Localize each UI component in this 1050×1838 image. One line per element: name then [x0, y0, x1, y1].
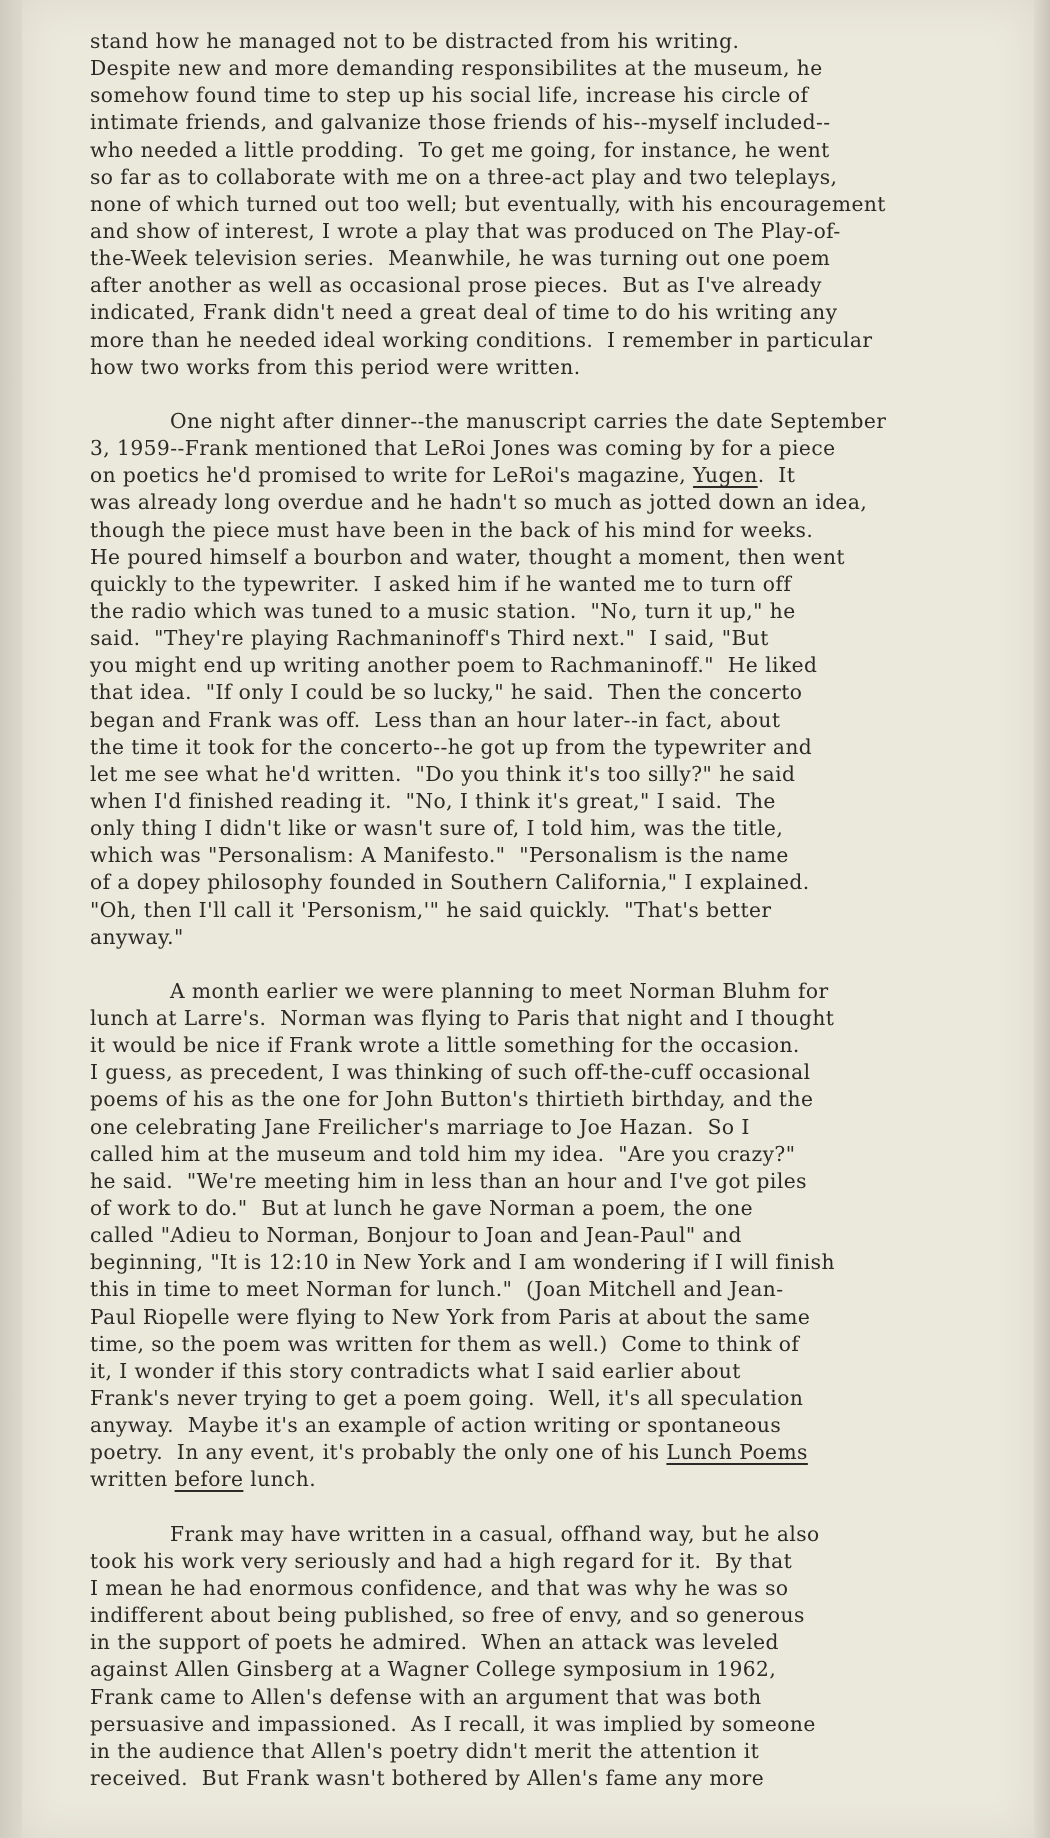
text-line: persuasive and impassioned. As I recall, it was implied by someone: [90, 1711, 816, 1736]
text-line: poetry. In any event, it's probably the only one of his Lunch Poems: [90, 1440, 808, 1465]
text-line: of a dopey philosophy founded in Southern California," I explained.: [90, 870, 810, 895]
underlined-title: before: [174, 1467, 244, 1492]
page-edge-right: [1034, 0, 1050, 1838]
text-line: one celebrating Jane Freilicher's marriage to Joe Hazan. So I: [90, 1114, 750, 1139]
text-line: Despite new and more demanding responsibilites at the museum, he: [90, 56, 823, 81]
text-line: the radio which was tuned to a music station. "No, turn it up," he: [90, 598, 796, 623]
text-line: anyway. Maybe it's an example of action writing or spontaneous: [90, 1413, 782, 1438]
text-line: stand how he managed not to be distracted from his writing.: [90, 29, 740, 53]
page-edge-left: [0, 0, 22, 1838]
text-line: called him at the museum and told him my idea. "Are you crazy?": [90, 1141, 796, 1166]
text-line: none of which turned out too well; but eventually, with his encouragement: [90, 191, 886, 216]
text-line: Paul Riopelle were flying to New York from Paris at about the same: [90, 1304, 811, 1329]
text-line: called "Adieu to Norman, Bonjour to Joan and Jean-Paul" and: [90, 1223, 742, 1248]
text-line: which was "Personalism: A Manifesto." "Personalism is the name: [90, 843, 789, 868]
text-line: the-Week television series. Meanwhile, he was turning out one poem: [90, 246, 831, 271]
text-line: it, I wonder if this story contradicts what I said earlier about: [90, 1358, 741, 1383]
text-line: A month earlier we were planning to meet Norman Bluhm for: [170, 978, 829, 1003]
text-line: poems of his as the one for John Button's thirtieth birthday, and the: [90, 1087, 814, 1112]
paragraph: [90, 28, 990, 381]
text-line: began and Frank was off. Less than an hour later--in fact, about: [90, 707, 781, 732]
text-line: that idea. "If only I could be so lucky," he said. Then the concerto: [90, 680, 803, 705]
text-line: after another as well as occasional prose pieces. But as I've already: [90, 273, 822, 298]
text-line: written before lunch.: [90, 1467, 317, 1492]
paragraph: [90, 408, 990, 951]
text-line: lunch at Larre's. Norman was flying to Paris that night and I thought: [90, 1006, 835, 1031]
paragraph: [90, 978, 990, 1494]
text-line: when I'd finished reading it. "No, I think it's great," I said. The: [90, 788, 776, 813]
text-line: indifferent about being published, so free of envy, and so generous: [90, 1603, 805, 1628]
text-line: it would be nice if Frank wrote a little something for the occasion.: [90, 1033, 800, 1058]
paragraph-gap: [90, 381, 990, 408]
underlined-title: Lunch Poems: [666, 1440, 808, 1465]
text-line: He poured himself a bourbon and water, thought a moment, then went: [90, 544, 845, 569]
text-line: One night after dinner--the manuscript carries the date September: [170, 408, 887, 433]
underlined-title: Yugen: [693, 463, 758, 488]
text-line: time, so the poem was written for them as well.) Come to think of: [90, 1331, 800, 1356]
text-line: received. But Frank wasn't bothered by Allen's fame any more: [90, 1766, 765, 1790]
text-line: somehow found time to step up his social life, increase his circle of: [90, 83, 809, 108]
text-line: Frank's never trying to get a poem going. Well, it's all speculation: [90, 1386, 804, 1411]
text-line: I mean he had enormous confidence, and that was why he was so: [90, 1576, 789, 1601]
text-line: you might end up writing another poem to Rachmaninoff." He liked: [90, 653, 818, 678]
text-line: only thing I didn't like or wasn't sure of, I told him, was the title,: [90, 816, 784, 841]
text-line: indicated, Frank didn't need a great deal of time to do his writing any: [90, 300, 838, 325]
text-line: he said. "We're meeting him in less than an hour and I've got piles: [90, 1168, 807, 1193]
text-line: in the support of poets he admired. When an attack was leveled: [90, 1630, 779, 1655]
text-line: beginning, "It is 12:10 in New York and I am wondering if I will finish: [90, 1250, 835, 1275]
text-line: of work to do." But at lunch he gave Norman a poem, the one: [90, 1196, 754, 1221]
paragraph-gap: [90, 1494, 990, 1521]
text-line: "Oh, then I'll call it 'Personism,'" he said quickly. "That's better: [90, 897, 772, 922]
text-line: who needed a little prodding. To get me going, for instance, he went: [90, 137, 830, 162]
text-line: 3, 1959--Frank mentioned that LeRoi Jones was coming by for a piece: [90, 436, 836, 461]
text-line: and show of interest, I wrote a play that was produced on The Play-of-: [90, 218, 841, 243]
text-line: on poetics he'd promised to write for LeRoi's magazine, Yugen. It: [90, 463, 796, 488]
text-line: quickly to the typewriter. I asked him if he wanted me to turn off: [90, 571, 792, 596]
text-line: Frank may have written in a casual, offhand way, but he also: [170, 1521, 820, 1546]
text-line: in the audience that Allen's poetry didn't merit the attention it: [90, 1738, 760, 1763]
text-line: so far as to collaborate with me on a three-act play and two teleplays,: [90, 164, 838, 189]
text-line: intimate friends, and galvanize those friends of his--myself included--: [90, 110, 831, 135]
text-line: said. "They're playing Rachmaninoff's Third next." I said, "But: [90, 626, 769, 651]
text-line: Frank came to Allen's defense with an argument that was both: [90, 1684, 762, 1709]
text-line: how two works from this period were written.: [90, 354, 581, 379]
text-line: the time it took for the concerto--he got up from the typewriter and: [90, 734, 813, 759]
text-line: was already long overdue and he hadn't so much as jotted down an idea,: [90, 490, 868, 515]
text-line: let me see what he'd written. "Do you think it's too silly?" he said: [90, 761, 796, 786]
text-line: anyway.": [90, 924, 184, 949]
text-line: though the piece must have been in the back of his mind for weeks.: [90, 517, 814, 542]
document-body: [90, 28, 990, 1792]
text-line: more than he needed ideal working conditions. I remember in particular: [90, 327, 873, 352]
paragraph: [90, 1521, 990, 1792]
text-line: I guess, as precedent, I was thinking of such off-the-cuff occasional: [90, 1060, 811, 1085]
text-line: took his work very seriously and had a high regard for it. By that: [90, 1548, 793, 1573]
text-line: against Allen Ginsberg at a Wagner College symposium in 1962,: [90, 1657, 777, 1682]
text-line: this in time to meet Norman for lunch." (Joan Mitchell and Jean-: [90, 1277, 784, 1302]
paragraph-gap: [90, 951, 990, 978]
